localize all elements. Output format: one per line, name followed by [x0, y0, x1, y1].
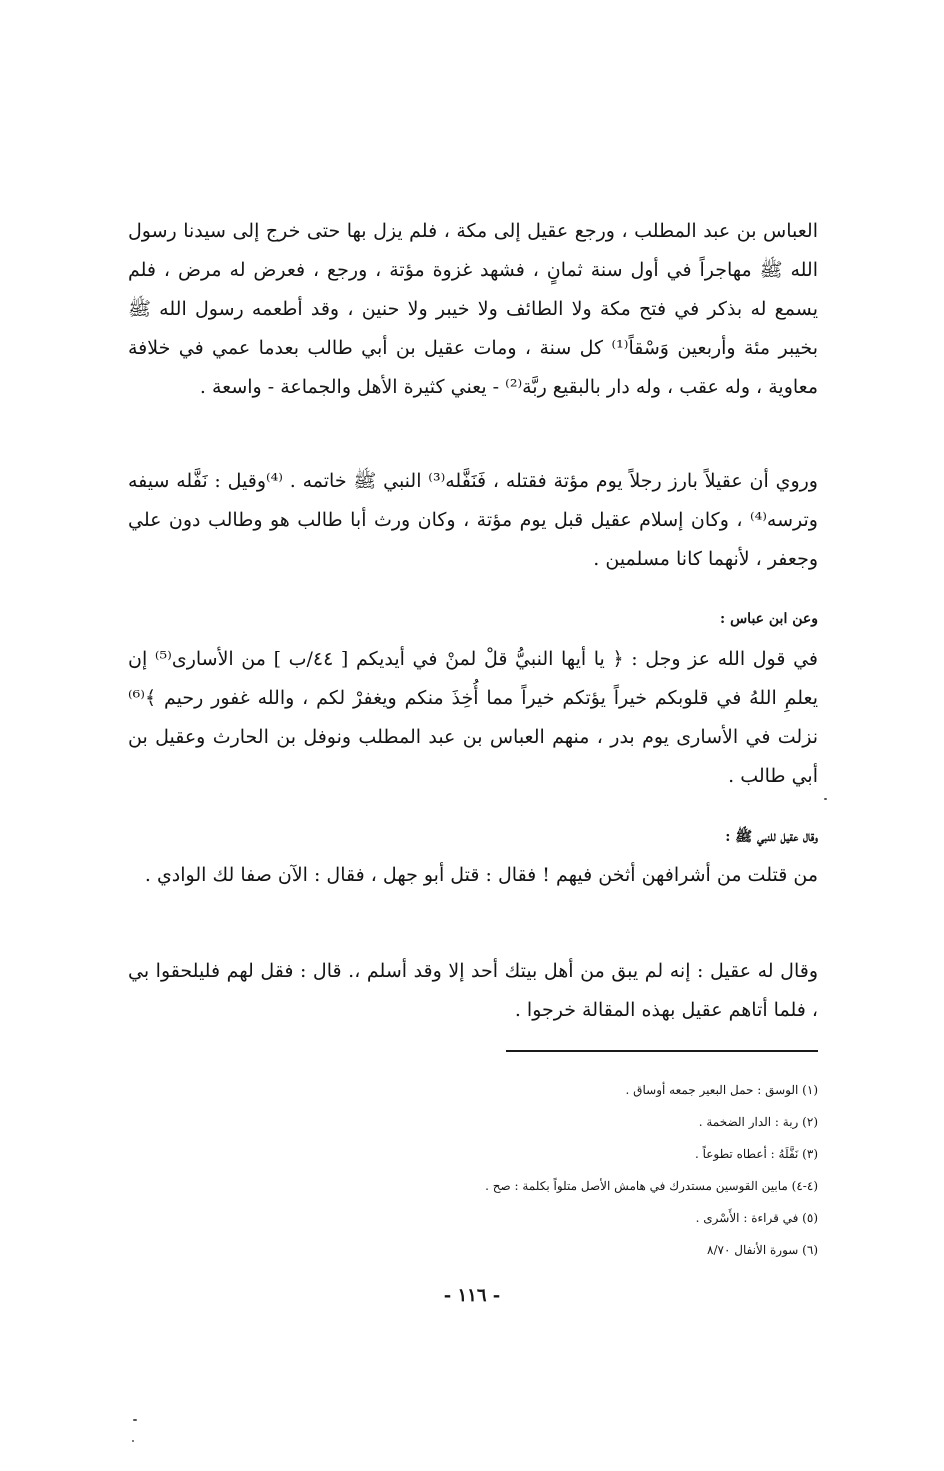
paragraph-quran-verse: في قول الله عز وجل : ﴿ يا أيها النبيُّ قلْ لمنْ في أيديكم [ ٤٤/ب ] من الأسارى⁽⁵⁾ إن يعلمِ اللهُ في قلوبكم خيراً يؤتكم خيراً مما أُخِذَ منكم ويغفرْ لكم ، والله غفور رحيم ﴾⁽⁶⁾ نزلت في الأسارى يوم بدر ، منهم العباس بن عبد المطلب ونوفل بن الحارث وعقيل بن أبي طالب .	[128, 648, 818, 787]
footnote-item: (٦) سورة الأنفال ٨/٧٠	[707, 1243, 818, 1257]
section-heading-ibn-abbas: وعن ابن عباس :	[720, 611, 818, 627]
scan-speck	[133, 1419, 137, 1421]
paragraph-aqil-biography: العباس بن عبد المطلب ، ورجع عقيل إلى مكة ، فلم يزل بها حتى خرج إلى سيدنا رسول الله ﷺ مهاجراً في أول سنة ثمانٍ ، فشهد غزوة مؤتة ، ورجع ، فعرض له مرض ، فلم يسمع له بذكر في فتح مكة ولا الطائف ولا خيبر ولا حنين ، وقد أطعمه رسول الله ﷺ بخيبر مئة وأربعين وَسْقاً⁽¹⁾ كل سنة ، ومات عقيل بن أبي طالب بعدما عمي في خلافة معاوية ، وله عقب ، وله دار بالبقيع ربَّة⁽²⁾ - يعني كثيرة الأهل والجماعة - واسعة .	[128, 220, 818, 398]
page-number: - ١١٦ -	[443, 1285, 501, 1306]
footnote-item: (٥) في قراءة : الأَسْرى .	[695, 1211, 818, 1225]
paragraph-mutah-duel: وروي أن عقيلاً بارز رجلاً يوم مؤتة فقتله ، فَنَفَّله⁽³⁾ النبي ﷺ خاتمه . ⁽⁴⁾وقيل : نَفَّله سيفه وترسه⁽⁴⁾ ، وكان إسلام عقيل قبل يوم مؤتة ، وكان ورث أبا طالب هو وطالب دون علي وجعفر ، لأنهما كانا مسلمين .	[128, 470, 818, 570]
footnotes-list	[218, 1074, 818, 1266]
footnote-item: (٢) ربة : الدار الضخمة .	[698, 1115, 818, 1129]
scan-speck	[824, 798, 827, 800]
section-heading-aqil-to-prophet: وقال عقيل للنبي ﷺ :	[725, 829, 818, 845]
footnote-divider	[506, 1050, 818, 1052]
paragraph-abu-jahl-killed: من قتلت من أشرافهن أثخن فيهم ! فقال : قتل أبو جهل ، فقال : الآن صفا لك الوادي .	[144, 864, 818, 886]
footnote-item: (١) الوسق : حمل البعير جمعه أوساق .	[625, 1083, 818, 1097]
paragraph-family-islam: وقال له عقيل : إنه لم يبق من أهل بيتك أحد إلا وقد أسلم ،. قال : فقل لهم فليلحقوا بي ، فلما أتاهم عقيل بهذه المقالة خرجوا .	[128, 960, 818, 1021]
footnote-item: (٤-٤) مابين القوسين مستدرك في هامش الأصل متلواً بكلمة : صح .	[485, 1179, 818, 1193]
footnote-item: (٣) نَفَّلَهُ : أعطاه تطوعاً .	[694, 1147, 818, 1161]
scan-speck	[132, 1440, 134, 1442]
